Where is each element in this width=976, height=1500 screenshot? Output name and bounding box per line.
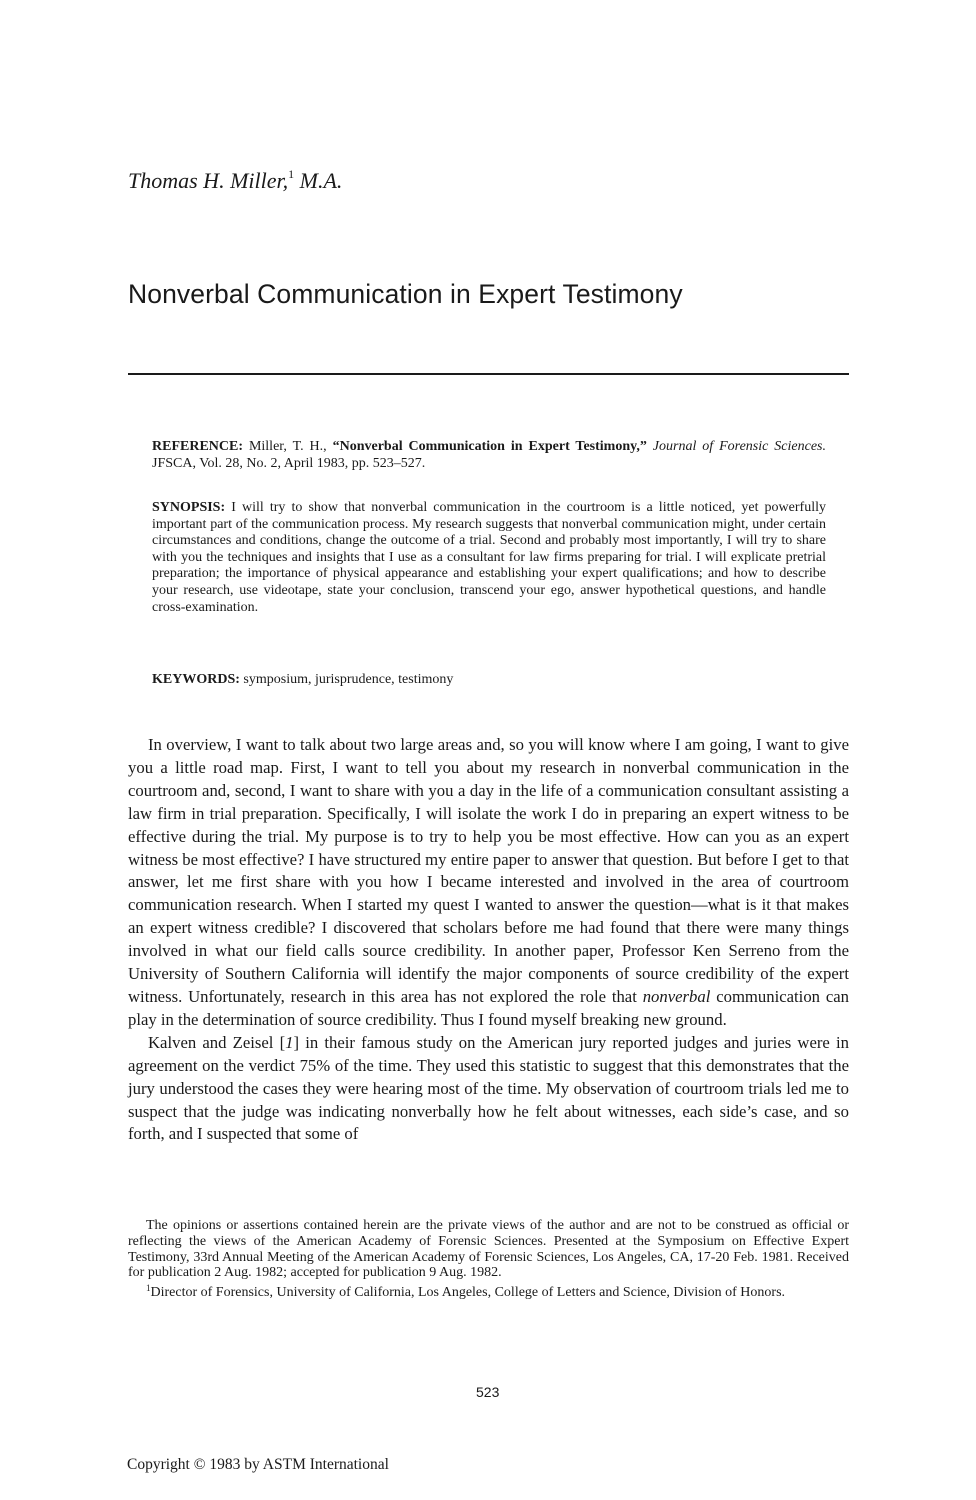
copyright-line: Copyright © 1983 by ASTM International xyxy=(127,1456,389,1473)
title-rule xyxy=(128,373,849,375)
author-line xyxy=(128,167,342,194)
synopsis-label: SYNOPSIS: xyxy=(152,500,226,515)
footnote-1-mark: 1 xyxy=(146,1283,151,1294)
body-paragraph-1-end: communication can play in the determination of source credibility. Thus I found myself breaking new ground. xyxy=(128,986,849,1029)
author-degree: M.A. xyxy=(294,168,343,193)
page-number: 523 xyxy=(476,1384,500,1400)
reference-journal: Journal of Forensic Sciences. xyxy=(646,439,826,454)
reference-label: REFERENCE: xyxy=(152,439,244,454)
reference-rest: JFSCA, Vol. 28, No. 2, April 1983, pp. 523–527. xyxy=(152,455,426,471)
body-text xyxy=(128,734,849,1146)
reference-block xyxy=(152,439,826,472)
synopsis-block xyxy=(152,500,826,616)
synopsis-text: I will try to show that nonverbal communication in the courtroom is a little noticed, yet powerfully important part of the communication process. My research suggests that nonverbal communication might, under certain circumstances and conditions, change the outcome of a trial. Second and probably most importantly, I will try to share with you the techniques and insights that I use as a consultant for law firms preparing for trial. I will explicate pretrial preparation; the importance of physical appearance and establishing your expert qualifications; and how to describe your research, use videotape, state your conclusion, transcend your ego, answer hypothetical questions, and handle cross-examination. xyxy=(152,500,826,615)
citation-ref-1: 1 xyxy=(285,1032,294,1052)
body-paragraph-1-text: In overview, I want to talk about two large areas and, so you will know where I am going, I want to give you a little road map. First, I want to tell you about my research in nonverbal communication in the courtroom and, second, I want to share with you a day in the life of a communication consultant assisting a law firm in trial preparation. Specifically, I will isolate the work I do in preparing an expert witness to be effective during the trial. My purpose is to try to help you be most effective. How can you as an expert witness be most effective? I have structured my entire paper to answer that question. But before I get to that answer, let me first share with you how I became interested and involved in the area of courtroom communication research. When I started my quest I wanted to answer the question—what is it that makes an expert witness credible? I discovered that scholars before me had found that there were many things involved in what our field calls source credibility. In another paper, Professor Ken Serreno from the University of Southern California will identify the major components of source credibility of the expert witness. Unfortunately, research in this area has not explored the role that xyxy=(128,735,849,1006)
footnote-main: The opinions or assertions contained herein are the private views of the author and are not to be construed as official or reflecting the views of the American Academy of Forensic Sciences. Presented at the Symposium on Effective Expert Testimony, 33rd Annual Meeting of the American Academy of Forensic Sciences, Los Angeles, CA, 17-20 Feb. 1981. Received for publication 2 Aug. 1982; accepted for publication 9 Aug. 1982. xyxy=(128,1218,849,1281)
body-paragraph-2-text: Kalven and Zeisel [ xyxy=(148,1032,286,1052)
reference-author: Miller, T. H., xyxy=(243,439,333,454)
footnote-1 xyxy=(128,1281,849,1301)
keywords-block xyxy=(152,672,826,689)
body-paragraph-2-end: ] in their famous study on the American jury reported judges and juries were in agreement on the verdict 75% of the time. They used this statistic to suggest that this demonstrates that the jury understood the cases they were hearing most of the time. My observation of courtroom trials led me to suspect that the judge was indicating nonverbally how he felt about witnesses, each side’s case, and so forth, and I suspected that some of xyxy=(128,1032,849,1144)
author-name: Thomas H. Miller, xyxy=(128,168,289,193)
footnotes xyxy=(128,1218,849,1301)
footnote-1-text: Director of Forensics, University of California, Los Angeles, College of Letters and Science, Division of Honors. xyxy=(150,1285,786,1301)
keywords-text: symposium, jurisprudence, testimony xyxy=(239,672,454,687)
body-paragraph-1-emphasis: nonverbal xyxy=(642,986,711,1006)
article-title: Nonverbal Communication in Expert Testimony xyxy=(128,279,683,309)
reference-title: “Nonverbal Communication in Expert Testimony,” xyxy=(332,439,647,454)
body-paragraph-1 xyxy=(128,734,849,1032)
author-footnote-mark: 1 xyxy=(288,167,295,181)
body-paragraph-2 xyxy=(128,1032,849,1147)
keywords-label: KEYWORDS: xyxy=(152,672,240,687)
